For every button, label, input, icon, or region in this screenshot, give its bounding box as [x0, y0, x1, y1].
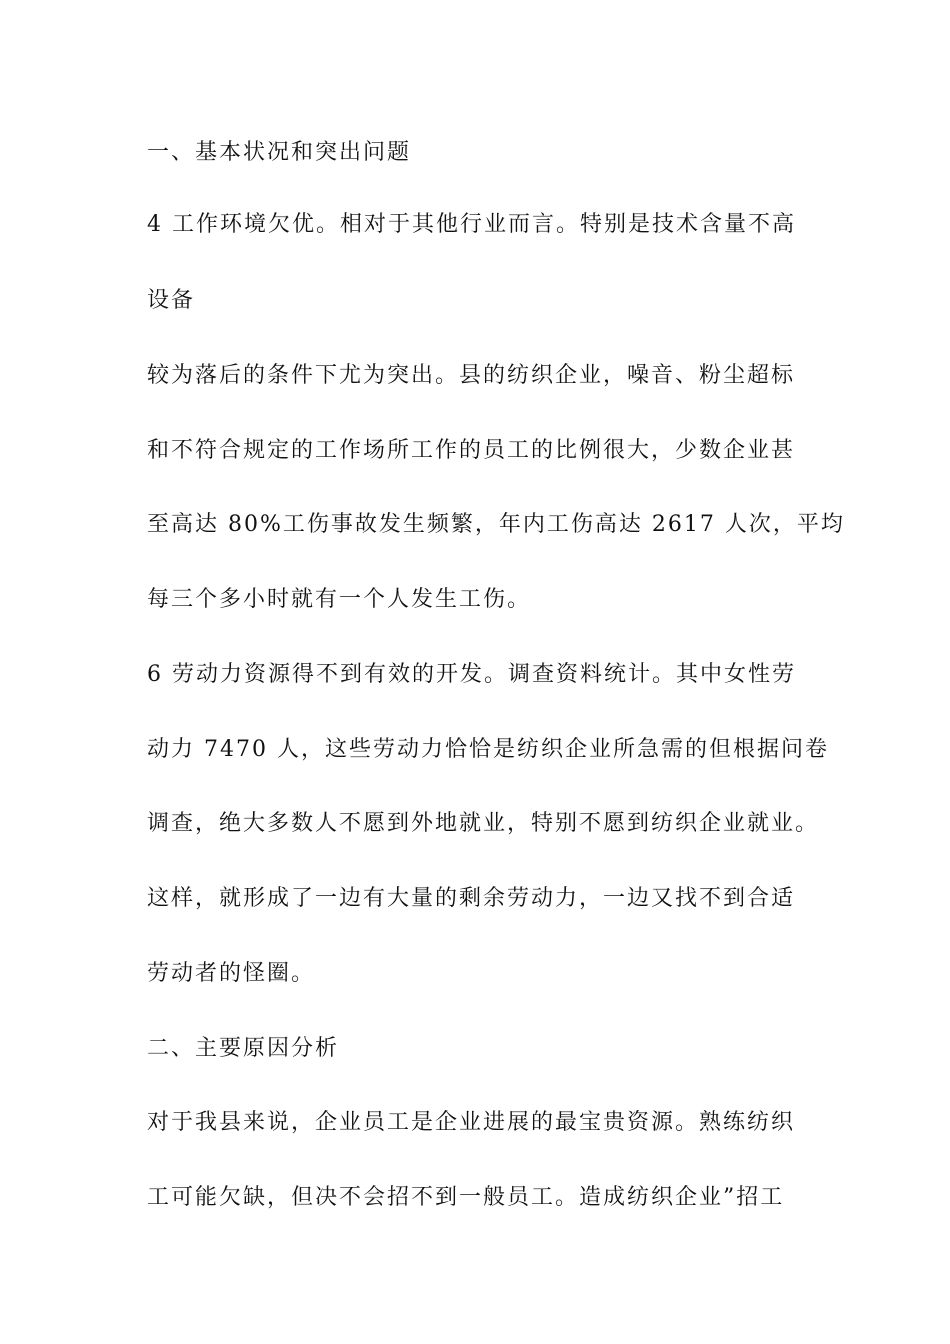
section-heading-1: 一、基本状况和突出问题: [147, 140, 412, 165]
paragraph-line: 工可能欠缺，但决不会招不到一般员工。造成纺织企业”招工: [147, 1185, 785, 1210]
paragraph-line: 对于我县来说，企业员工是企业进展的最宝贵资源。熟练纺织: [147, 1110, 796, 1135]
paragraph-line: 这样，就形成了一边有大量的剩余劳动力，一边又找不到合适: [147, 886, 796, 911]
paragraph-line: 4 工作环境欠优。相对于其他行业而言。特别是技术含量不高: [147, 212, 796, 237]
paragraph-line: 调查，绝大多数人不愿到外地就业，特别不愿到纺织企业就业。: [147, 811, 820, 836]
paragraph-line: 6 劳动力资源得不到有效的开发。调查资料统计。其中女性劳: [147, 662, 796, 687]
paragraph-line: 每三个多小时就有一个人发生工伤。: [147, 587, 532, 612]
paragraph-line: 劳动者的怪圈。: [147, 961, 316, 986]
paragraph-line: 和不符合规定的工作场所工作的员工的比例很大，少数企业甚: [147, 438, 796, 463]
paragraph-line: 动力 7470 人，这些劳动力恰恰是纺织企业所急需的但根据问卷: [147, 737, 829, 762]
section-heading-2: 二、主要原因分析: [147, 1036, 340, 1061]
paragraph-line: 设备: [147, 288, 196, 313]
paragraph-line: 较为落后的条件下尤为突出。县的纺织企业，噪音、粉尘超标: [147, 363, 796, 388]
paragraph-line: 至高达 80%工伤事故发生频繁，年内工伤高达 2617 人次，平均: [147, 512, 845, 537]
